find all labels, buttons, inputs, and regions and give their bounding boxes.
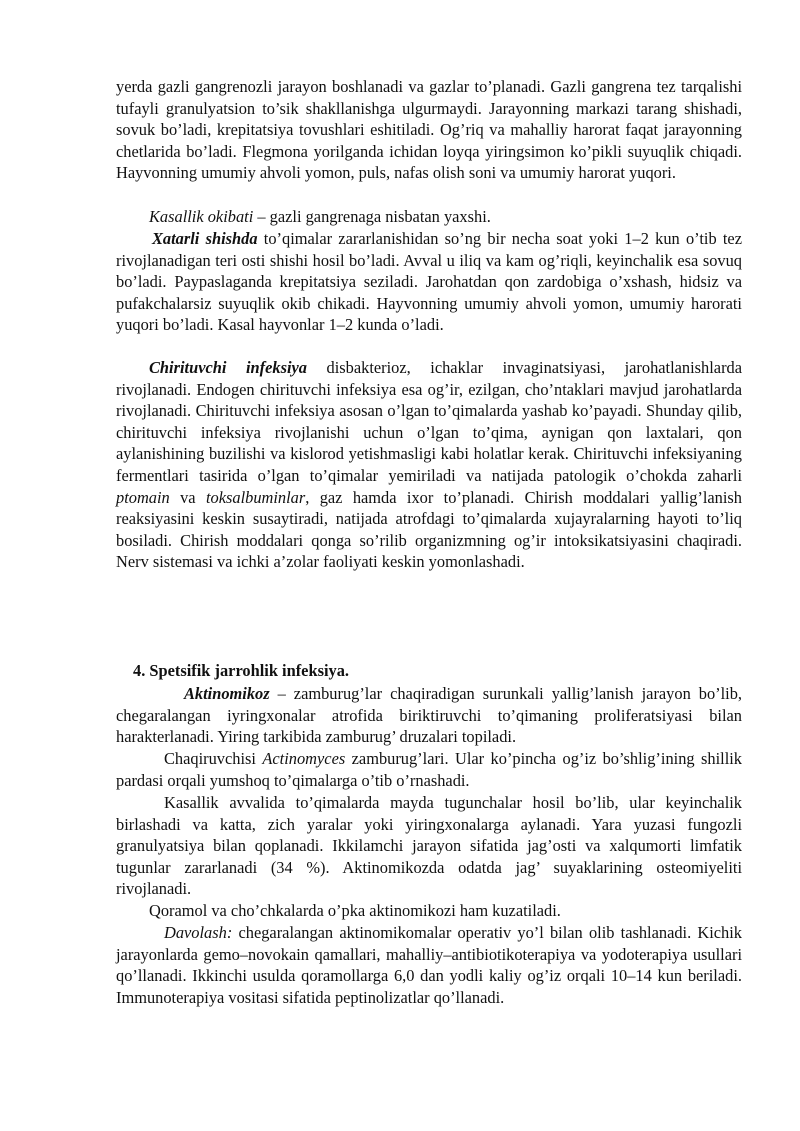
term-actinomyces: Actinomyces <box>262 749 346 768</box>
treatment-text: chegaralangan aktinomikomalar operativ yo’l bilan olib tashlanadi. Kichik jarayonlarda gemo–novokain qamallari, mahalliy–antibiotikoterapiya va yodoterapiya usullari qo’llanadi. Ikkinchi usulda qoramollarga 6,0 dan yodli kaliy og’iz orqali 10–14 kun beriladi. Immunoterapiya vositasi sifatida peptinolizatlar qo’llanadi. <box>116 923 742 1007</box>
section-heading: 4. Spetsifik jarrohlik infeksiya. <box>133 661 349 680</box>
malignant-edema-label: Xatarli shishda <box>152 229 258 248</box>
pathogen-text-1: Chaqiruvchisi <box>164 749 263 768</box>
putrid-infection-text-3: , gaz hamda ixor to’planadi. Chirish moddalari yallig’lanish reaksiyasini keskin susaytiradi, natijada atrofdagi to’qimalarda xujayralarning hayoti to’liq bosiladi. Chirish moddalari qonga so’rilib organizmning og’ir intoksikatsiyasini chaqiradi. Nerv sistemasi va ichki a’zolar faoliyati keskin yomonlashadi. <box>116 487 743 572</box>
paragraph-disease-course: Kasallik avvalida to’qimalarda mayda tugunchalar hosil bo’lib, ular keyinchalik birlashadi va katta, zich yaralar yoki yiringxonalarga aylanadi. Yara yuzasi fungozli granulyatsiya bilan qoplanadi. Ikkilamchi jarayon sifatida jag’osti va xalqumorti limfatik tugunlar zararlanadi (34 %). Aktinomikozda odatda jag’ suyaklarining osteomiyeliti rivojlanadi. <box>116 793 742 899</box>
putrid-infection-label: Chirituvchi infeksiya <box>149 358 307 377</box>
paragraph-gas-gangrene-course: yerda gazli gangrenozli jarayon boshlanadi va gazlar to’planadi. Gazli gangrena tez tarqalishi tufayli granulyatsion to’sik shakllanishga ulgurmaydi. Jarayonning markazi tarang shishadi, sovuk bo’ladi, krepitatsiya tovushlari eshitiladi. Og’riq va mahalliy harorat faqat jarayonning chetlarida bo’ladi. Flegmona yorilganda ichidan loyqa yiringsimon ko’pikli suyuqlik chiqadi. Hayvonning umumiy ahvoli yomon, puls, nafas olish soni va umumiy harorat yuqori. <box>116 77 742 183</box>
putrid-infection-text-1: disbakterioz, ichaklar invaginatsiyasi, jarohatlanishlarda rivojlanadi. Endogen chirituvchi infeksiya esa og’ir, ezilgan, cho’ntaklari mavjud jarohatlarda rivojlanadi. Chirituvchi infeksiya asosan o’lgan to’qimalarda yashab ko’payadi. Shunday qilib, chirituvchi infeksiya rivojlanishi uchun o’lgan to’qima, aynigan qon laxtalari, qon aylanishining buzilishi va kislorod yetishmasligi kabi holatlar kerak. Chirituvchi infeksiyaning fermentlari tasirida o’lgan to’qimalar yemiriladi va natijada patologik o’chokda zaharli <box>116 358 742 485</box>
paragraph-actinomycosis <box>116 683 742 748</box>
term-ptomain: ptomain <box>116 487 170 507</box>
paragraph-putrid-infection <box>116 357 742 573</box>
paragraph-cattle-pigs: Qoramol va cho’chkalarda o’pka aktinomikozi ham kuzatiladi. <box>149 901 561 920</box>
putrid-infection-text-2: va <box>169 487 206 507</box>
paragraph-treatment <box>116 922 742 1008</box>
actinomycosis-label: Aktinomikoz <box>184 684 270 703</box>
outcome-label: Kasallik okibati <box>149 207 254 226</box>
malignant-edema-text: to’qimalar zararlanishidan so’ng bir necha soat yoki 1–2 kun o’tib tez rivojlanadigan teri osti shishi hosil bo’ladi. Avval u iliq va kam og’riqli, keyinchalik esa sovuq bo’ladi. Paypaslaganda krepitatsiya seziladi. Jarohatdan qon zardobiga o’xshash, hidsiz va pufakchalarsiz suyuqlik okib chikadi. Hayvonning umumiy ahvoli yomon, umumiy harorati yuqori bo’ladi. Kasal hayvonlar 1–2 kunda o’ladi. <box>116 229 742 335</box>
term-toxalbumins: toksalbuminlar <box>205 487 306 507</box>
treatment-label: Davolash: <box>164 923 233 942</box>
actinomycosis-text: – zamburug’lar chaqiradigan surunkali yallig’lanish jarayon bo’lib, chegaralangan iyringxonalar atrofida biriktiruvchi to’qimaning proliferatsiyasi bilan harakterlanadi. Yiring tarkibida zamburug’ druzalari topiladi. <box>116 684 742 747</box>
paragraph-disease-outcome <box>116 206 742 228</box>
outcome-text: – gazli gangrenaga nisbatan yaxshi. <box>253 207 491 226</box>
paragraph-pathogen <box>116 748 742 791</box>
paragraph-malignant-edema <box>116 228 742 336</box>
pathogen-text-2: zamburug’lari. Ular ko’pincha og’iz bo’shlig’ining shillik pardasi orqali yumshoq to’qimalarga o’tib o’rnashadi. <box>116 749 742 790</box>
